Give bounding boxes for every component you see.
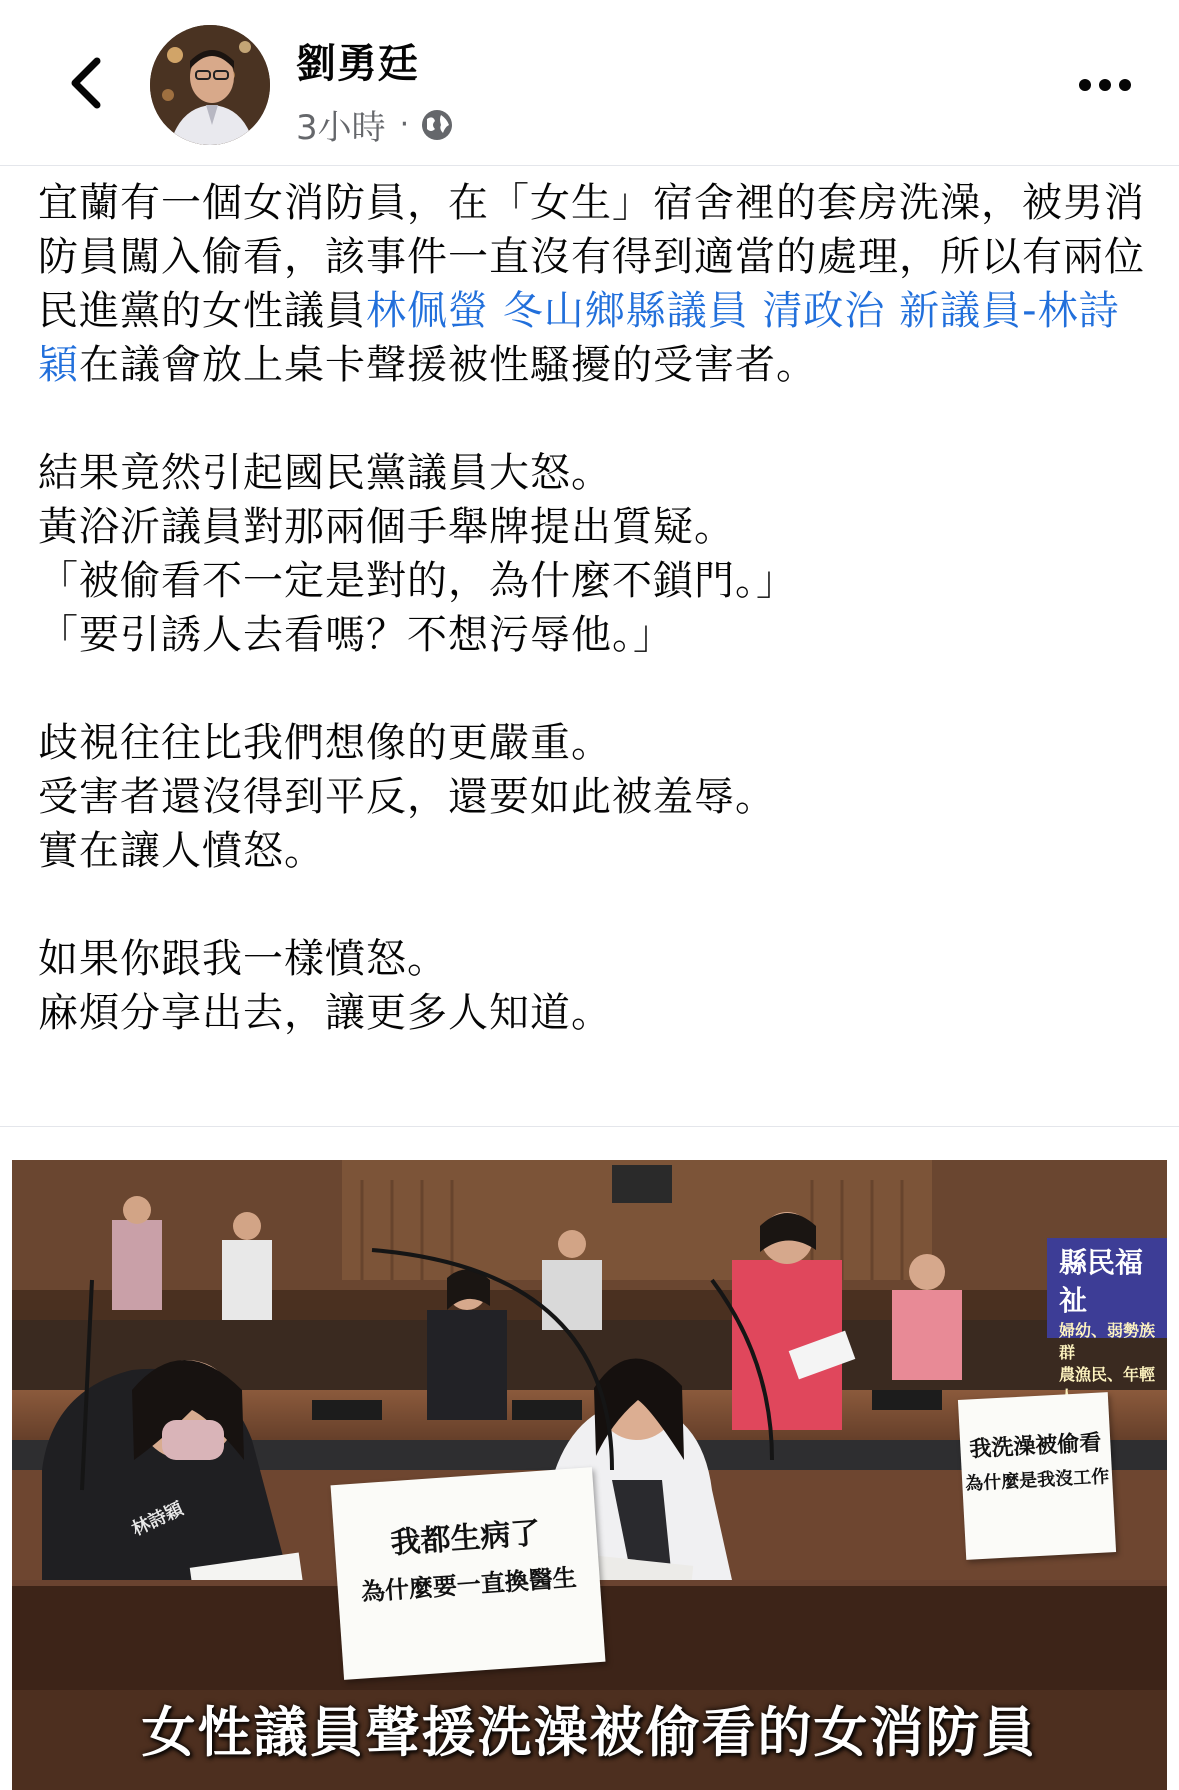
globe-icon[interactable] <box>419 107 455 143</box>
banner-title: 縣民福祉 <box>1059 1246 1144 1317</box>
post-line: 受害者還沒得到平反，還要如此被羞辱。 <box>38 774 776 820</box>
post-line: 麻煩分享出去，讓更多人知道。 <box>38 990 612 1036</box>
post-line: 歧視往往比我們想像的更嚴重。 <box>38 720 612 766</box>
sign-line: 為什麼要一直換醫生 <box>360 1563 578 1607</box>
sign-line: 我都生病了 <box>389 1515 542 1562</box>
post-text-segment: 在議會放上桌卡聲援被性騷擾的受害者。 <box>79 342 817 388</box>
more-horizontal-icon <box>1078 78 1132 92</box>
post-text-space <box>749 288 763 334</box>
divider <box>0 1126 1179 1127</box>
more-options-button[interactable] <box>1070 55 1140 115</box>
banner-subtitle: 婦幼、弱勢族群 <box>1059 1321 1156 1362</box>
back-button[interactable] <box>40 38 130 128</box>
post-line: 實在讓人憤怒。 <box>38 828 325 874</box>
post-line: 「被偷看不一定是對的，為什麼不鎖門。」 <box>38 558 797 604</box>
post-line: 結果竟然引起國民黨議員大怒。 <box>38 450 612 496</box>
name-tag-text: 林詩穎 <box>128 1498 187 1541</box>
paragraph-gap <box>38 662 1148 716</box>
author-name[interactable]: 劉勇廷 <box>296 41 419 87</box>
photo-caption: 女性議員聲援洗澡被偷看的女消防員 <box>141 1701 1038 1764</box>
timestamp[interactable]: 3小時 <box>296 108 386 148</box>
post-line: 「要引誘人去看嗎？不想污辱他。」 <box>38 612 674 658</box>
chevron-left-icon <box>65 55 105 111</box>
post-line: 黃浴沂議員對那兩個手舉牌提出質疑。 <box>38 504 735 550</box>
sign-line: 我洗澡被偷看 <box>968 1430 1103 1463</box>
post-meta <box>296 100 455 149</box>
meta-separator: · <box>399 107 410 142</box>
banner-subtitle: 農漁民、年輕 <box>1059 1365 1156 1384</box>
post-text-segment: 宜蘭有一個女消防員，在「女生」宿舍裡的套房洗澡，被男消防員闖入偷看，該事件一直沒有得到適當的處理，所以有兩位民進黨的女性議員 <box>38 180 1145 334</box>
post-line: 如果你跟我一樣憤怒。 <box>38 936 448 982</box>
post-text <box>38 176 1148 1040</box>
post-header <box>0 0 1179 166</box>
tagged-page-link[interactable]: 清政治 新議員-林詩穎 <box>38 288 1120 388</box>
protest-sign <box>958 1392 1116 1560</box>
tagged-page-link[interactable]: 林佩螢 冬山鄉縣議員 <box>366 288 749 334</box>
paragraph-gap <box>38 878 1148 932</box>
paragraph-gap <box>38 392 1148 446</box>
post-paragraph <box>38 176 1148 392</box>
post-photo[interactable] <box>12 1160 1167 1790</box>
banner-sign <box>1047 1238 1167 1384</box>
avatar[interactable] <box>150 25 270 145</box>
sign-line: 為什麼是我沒工作 <box>964 1466 1110 1495</box>
protest-sign <box>331 1467 606 1680</box>
